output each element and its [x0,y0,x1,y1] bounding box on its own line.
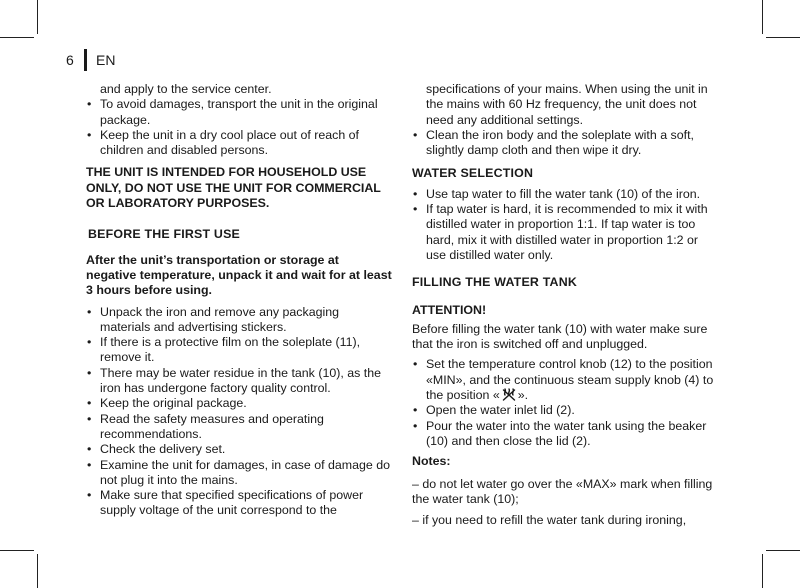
crop-mark [37,0,38,34]
water-selection-title: WATER SELECTION [412,166,534,181]
attention-label: ATTENTION! [412,302,487,317]
list-item: • Unpack the iron and remove any packaging materials and advertising stickers. [86,305,392,336]
crop-mark [762,554,763,588]
crop-mark [37,554,38,588]
notes-title: Notes: [412,454,451,469]
steam-position-end: ». [517,388,529,403]
list-item: • Pour the water into the water tank using the beaker (10) and then close the lid (2). [412,419,718,450]
list-item [412,357,718,403]
list-item: • Keep the unit in a dry cool place out of reach of children and disabled persons. [86,128,392,159]
list-item: • If tap water is hard, it is recommended to mix it with distilled water in proportion 1:1. If tap water is too hard, mix it with distilled water in proportion 1:2 or use distilled water only. [412,202,718,263]
clean-bullet-list [412,128,718,159]
left-column [86,82,392,519]
water-selection-list [412,187,718,263]
filling-title: FILLING THE WATER TANK [412,275,577,290]
list-item: • Open the water inlet lid (2). [412,403,718,418]
list-item: • Make sure that specified specifications of power supply voltage of the unit correspond to the [86,488,392,519]
list-item: • Clean the iron body and the soleplate with a soft, slightly damp cloth and then wipe it dry. [412,128,718,159]
before-first-use-list [86,305,392,519]
list-item: • Read the safety measures and operating recommendations. [86,412,392,443]
filling-list [412,357,718,449]
list-item: • To avoid damages, transport the unit in the original package. [86,97,392,128]
list-item: • If there is a protective film on the soleplate (11), remove it. [86,335,392,366]
household-warning: THE UNIT IS INTENDED FOR HOUSEHOLD USE ONLY, DO NOT USE THE UNIT FOR COMMERCIAL OR LABORATORY PURPOSES. [86,165,381,211]
intro-bullet-list [86,97,392,158]
list-item: • There may be water residue in the tank (10), as the iron has undergone factory quality control. [86,366,392,397]
steam-position-text: Set the temperature control knob (12) to the position «MIN», and the continuous steam supply knob (4) to the position « [426,357,714,403]
crop-mark [0,37,34,38]
list-item: • Check the delivery set. [86,442,392,457]
page-number: 6 [66,52,74,68]
steam-off-icon [502,388,516,401]
note-1: – do not let water go over the «MAX» mark when filling the water tank (10); [412,476,713,506]
spec-continuation: specifications of your mains. When using the unit in the mains with 60 Hz frequency, the unit does not need any additional settings. [426,82,708,127]
before-first-use-lead: After the unit’s transportation or storage at negative temperature, unpack it and wait for at least 3 hours before using. [86,252,392,298]
intro-continuation: and apply to the service center. [100,82,272,96]
list-item: • Use tap water to fill the water tank (10) of the iron. [412,187,718,202]
crop-mark [766,37,800,38]
before-first-use-title: BEFORE THE FIRST USE [88,227,241,242]
note-2: – if you need to refill the water tank during ironing, [412,513,687,528]
language-code: EN [96,52,116,68]
crop-mark [762,0,763,34]
crop-mark [0,550,34,551]
filling-paragraph: Before filling the water tank (10) with water make sure that the iron is switched off and unplugged. [412,321,708,352]
list-item: • Examine the unit for damages, in case of damage do not plug it into the mains. [86,458,392,489]
header-divider [84,49,87,71]
page-header [66,49,115,71]
crop-mark [766,550,800,551]
list-item: • Keep the original package. [86,396,392,411]
right-column [412,82,718,528]
